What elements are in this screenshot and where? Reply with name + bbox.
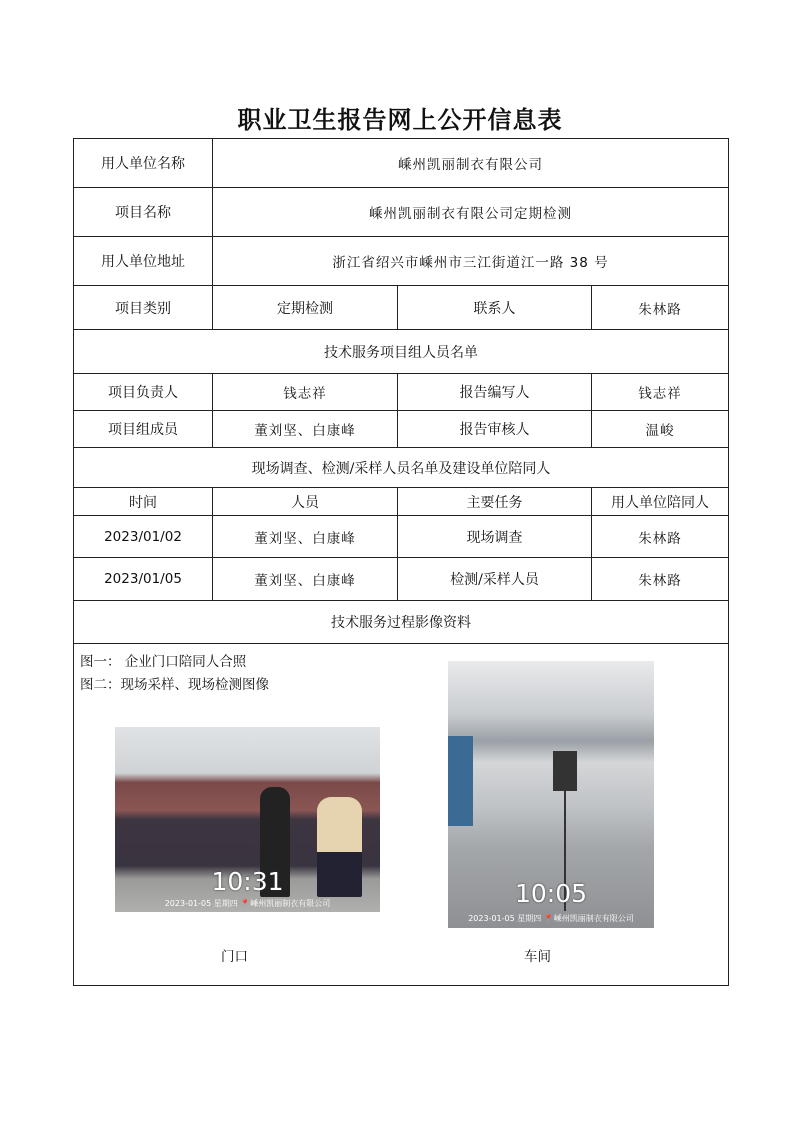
photo-gate-caption: 门口 — [221, 949, 248, 965]
members-label: 项目组成员 — [73, 410, 213, 448]
survey-escort: 朱林路 — [591, 557, 729, 601]
category-label: 项目类别 — [73, 285, 213, 330]
project-name: 嵊州凯丽制衣有限公司定期检测 — [212, 187, 729, 237]
figure-2-label: 图二：现场采样、现场检测图像 — [80, 677, 269, 693]
photo-time: 10:05 — [514, 879, 588, 908]
team-header: 技术服务项目组人员名单 — [73, 329, 729, 374]
survey-date: 2023/01/02 — [73, 515, 213, 558]
figure-1-label: 图一： 企业门口陪同人合照 — [80, 654, 247, 670]
address: 浙江省绍兴市嵊州市三江街道江一路 38 号 — [212, 236, 729, 286]
project-name-label: 项目名称 — [73, 187, 213, 237]
col-task: 主要任务 — [397, 487, 592, 516]
images-header: 技术服务过程影像资料 — [73, 600, 729, 644]
col-date: 时间 — [73, 487, 213, 516]
contact: 朱林路 — [591, 285, 729, 330]
leader: 钱志祥 — [212, 373, 398, 411]
survey-header: 现场调查、检测/采样人员名单及建设单位陪同人 — [73, 447, 729, 488]
survey-task: 检测/采样人员 — [397, 557, 592, 601]
col-escort: 用人单位陪同人 — [591, 487, 729, 516]
photo-workshop — [448, 661, 654, 928]
leader-label: 项目负责人 — [73, 373, 213, 411]
col-people: 人员 — [212, 487, 398, 516]
photo-stamp: 2023-01-05 星期四 📍嵊州凯丽制衣有限公司 — [164, 899, 331, 908]
photo-time: 10:31 — [211, 867, 284, 896]
writer: 钱志祥 — [591, 373, 729, 411]
reviewer-label: 报告审核人 — [397, 410, 592, 448]
machine-figure — [448, 736, 473, 826]
sound-meter-figure — [553, 751, 577, 791]
page-title: 职业卫生报告网上公开信息表 — [237, 105, 563, 134]
survey-date: 2023/01/05 — [73, 557, 213, 601]
reviewer: 温峻 — [591, 410, 729, 448]
survey-task: 现场调查 — [397, 515, 592, 558]
survey-escort: 朱林路 — [591, 515, 729, 558]
photo-workshop-caption: 车间 — [524, 949, 551, 965]
employer-name-label: 用人单位名称 — [73, 138, 213, 188]
address-label: 用人单位地址 — [73, 236, 213, 286]
employer-name: 嵊州凯丽制衣有限公司 — [212, 138, 729, 188]
members: 董刘坚、白康峰 — [212, 410, 398, 448]
survey-people: 董刘坚、白康峰 — [212, 557, 398, 601]
survey-people: 董刘坚、白康峰 — [212, 515, 398, 558]
writer-label: 报告编写人 — [397, 373, 592, 411]
photo-stamp: 2023-01-05 星期四 📍嵊州凯丽制衣有限公司 — [468, 914, 634, 923]
photo-gate — [115, 727, 380, 912]
contact-label: 联系人 — [397, 285, 592, 330]
category: 定期检测 — [212, 285, 398, 330]
